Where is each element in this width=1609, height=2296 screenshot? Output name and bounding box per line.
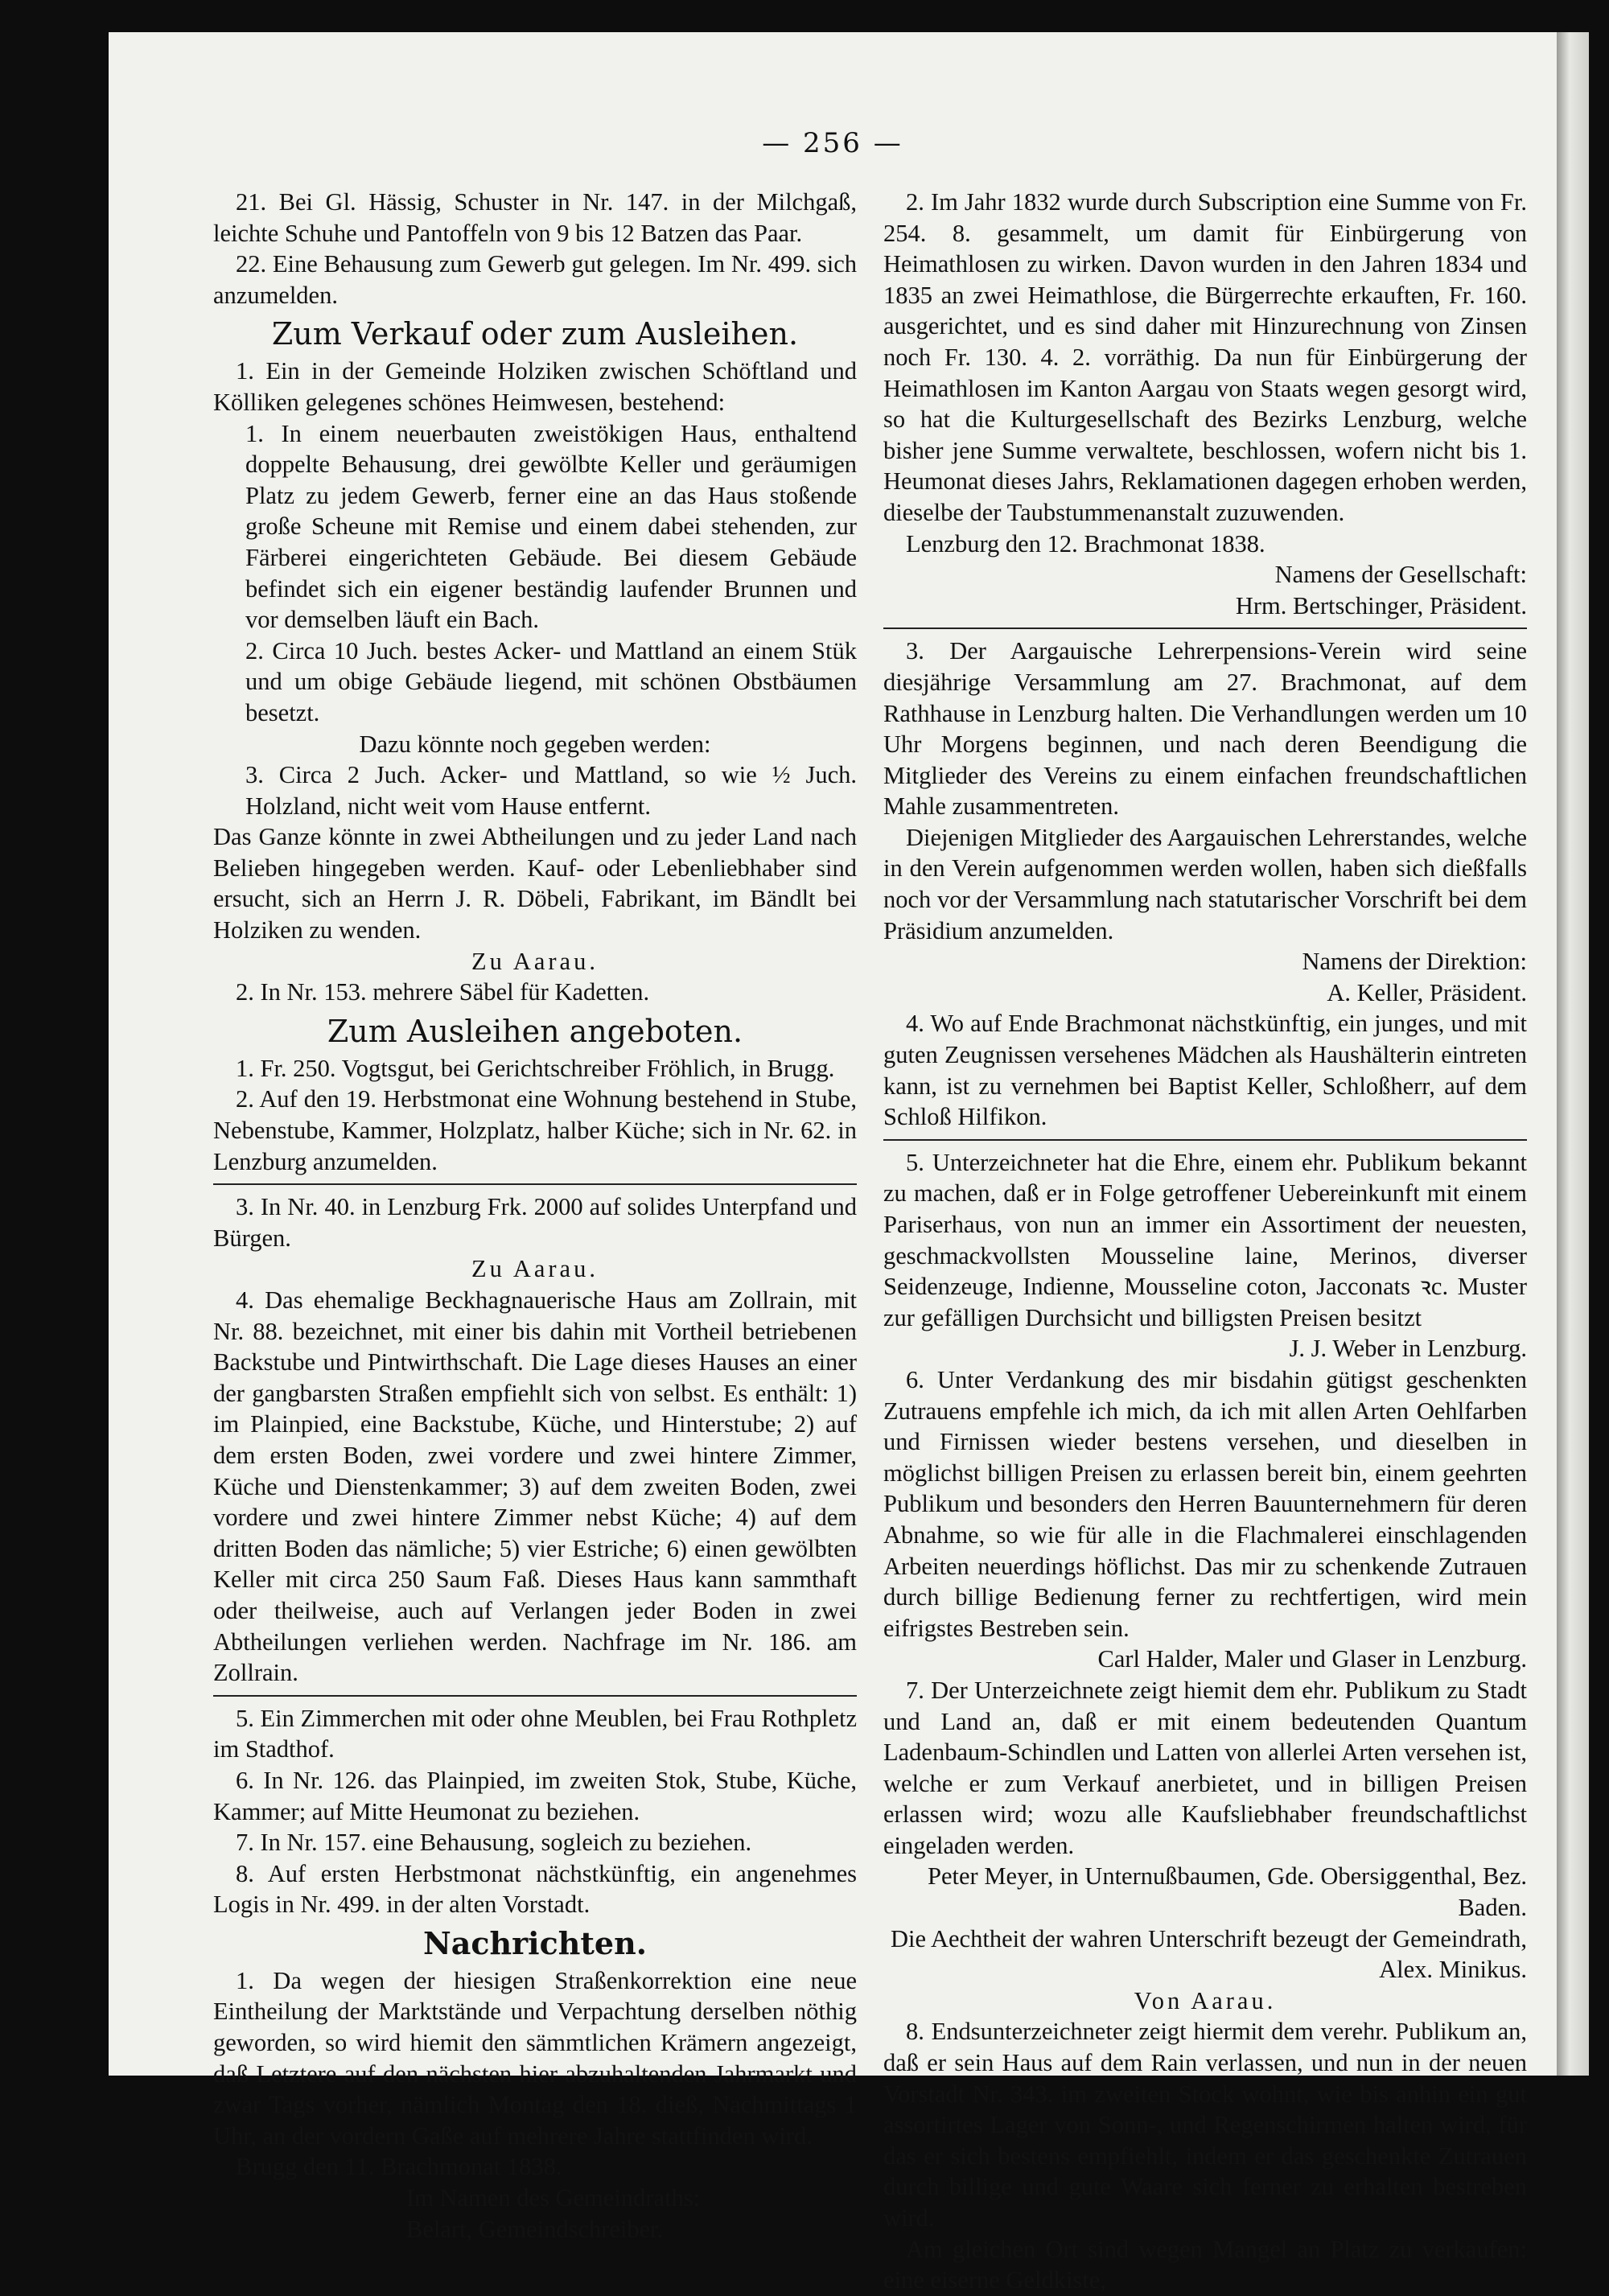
nachricht-8b: Am gleichen Ort sind wegen Mangel an Platz zu verkaufen: eine eiserne Geldkiste, (883, 2235, 1527, 2294)
nachricht-3: 3. Der Aargauische Lehrerpensions-Verein wird seine diesjährige Versammlung am 27. Brachmonat, auf dem Rathhause in Lenzburg halten. Die Verhandlungen werden um 10 Uhr Morgens beginnen, und nach deren Beendigung die Mitglieder des Vereins zu einem einfachen freundschaftlichen Mahle zusammentreten. (883, 637, 1527, 821)
nachricht-4: 4. Wo auf Ende Brachmonat nächstkünftig, ein junges, und mit guten Zeugnissen versehenes Mädchen als Haushälterin eintreten kann, ist zu vernehmen bei Baptist Keller, Schloßherr, auf dem Schloß Hilfikon. (883, 1010, 1527, 1131)
verkauf-1c-intro: Dazu könnte noch gegeben werden: (359, 730, 711, 758)
verkauf-1d: Das Ganze könnte in zwei Abtheilungen und zu jeder Land nach Belieben hingegeben werden. Kauf- oder Lebenliebhaber sind ersucht, sich an Herrn J. R. Döbeli, Fabrikant, im Bändlt bei Holziken zu wenden. (213, 823, 857, 944)
verkauf-1: 1. Ein in der Gemeinde Holziken zwischen Schöftland und Kölliken gelegenes schönes Heimwesen, bestehend: (213, 357, 857, 416)
nachricht-3b: Diejenigen Mitglieder des Aargauischen Lehrerstandes, welche in den Verein aufgenommen werden wollen, haben sich dießfalls noch vor der Versammlung nach statutarischer Vorschrift bei dem Präsidium anzumelden. (883, 823, 1527, 944)
nachricht-1-signature-2: Belart, Gemeindschreiber. (406, 2215, 664, 2243)
verkauf-1b: 2. Circa 10 Juch. bestes Acker- und Mattland an einem Stük und um obige Gebäude liegend, mit schönen Obstbäumen besetzt. (245, 636, 857, 726)
heading-verkauf: Zum Verkauf oder zum Ausleihen. (271, 316, 799, 352)
divider (213, 1183, 857, 1185)
verkauf-2: 2. In Nr. 153. mehrere Säbel für Kadetten. (236, 978, 650, 1006)
nachricht-7-signature: Peter Meyer, in Unternußbaumen, Gde. Obersiggenthal, Bez. Baden. (928, 1862, 1527, 1922)
divider (883, 627, 1527, 629)
nachricht-6: 6. Unter Verdankung des mir bisdahin gütigst geschenkten Zutrauens empfehle ich mich, da ich mit allen Arten Oehlfarben und Firnissen wieder bestens versehen, und dieselben in möglichst billigen Preisen zu erlassen bereit bin, einem geehrten Publikum und besonders den Herren Bauunternehmern für deren Abnahme, so wie für alle in die Flachmalerei einschlagenden Arbeiten neuerdings höflichst. Das mir zu schenkende Zutrauen durch billige Bedienung ferner zu rechtfertigen, wird mein eifrigstes Bestreben sein. (883, 1365, 1527, 1642)
nachricht-2-signature-1: Namens der Gesellschaft: (1274, 561, 1527, 589)
ausleihen-8: 8. Auf ersten Herbstmonat nächstkünftig, ein angenehmes Logis in Nr. 499. in der alten Vorstadt. (213, 1859, 857, 1919)
notice-21: 21. Bei Gl. Hässig, Schuster in Nr. 147. in der Milchgaß, leichte Schuhe und Pantoffeln von 9 bis 12 Batzen das Paar. (213, 188, 857, 247)
nachricht-2: 2. Im Jahr 1832 wurde durch Subscription eine Summe von Fr. 254. 8. gesammelt, um damit für Einbürgerung von Heimathlosen zu wirken. Davon wurden in den Jahren 1834 und 1835 an zwei Heimathlose, die Bürgerrechte erkauften, Fr. 160. ausgerichtet, und es sind daher mit Hinzurechnung von Zinsen noch Fr. 130. 4. 2. vorräthig. Da nun für Einbürgerung der Heimathlosen im Kanton Aargau von Staats wegen gesorgt wird, so hat die Kulturgesellschaft des Bezirks Lenzburg, welche bisher jene Summe verwaltete, beschlossen, wofern nicht bis 1. Heumonat dieses Jahrs, Reklamationen dagegen erhoben werden, dieselbe der Taubstummenanstalt zuzuwenden. (883, 188, 1527, 526)
nachricht-5-signature: J. J. Weber in Lenzburg. (1289, 1335, 1527, 1363)
nachricht-2-signature-2: Hrm. Bertschinger, Präsident. (1235, 591, 1527, 619)
nachricht-7: 7. Der Unterzeichnete zeigt hiemit dem ehr. Publikum zu Stadt und Land an, daß er mit einem bedeutenden Quantum Ladenbaum-Schindlen und Latten von allerlei Arten versehen ist, welche er zum Verkauf anerbietet, und in billigen Preisen erlassen wird; wozu alle Kaufsliebhaber freundschaftlichst eingeladen werden. (883, 1676, 1527, 1859)
ausleihen-1: 1. Fr. 250. Vogtsgut, bei Gerichtschreiber Fröhlich, in Brugg. (236, 1054, 835, 1082)
page-number: — 256 — (762, 127, 903, 159)
ausleihen-3: 3. In Nr. 40. in Lenzburg Frk. 2000 auf solides Unterpfand und Bürgen. (213, 1193, 857, 1252)
nachricht-3-signature-2: A. Keller, Präsident. (1327, 978, 1527, 1006)
ausleihen-6: 6. In Nr. 126. das Plainpied, im zweiten Stok, Stube, Küche, Kammer; auf Mitte Heumonat zu beziehen. (213, 1766, 857, 1825)
notice-22: 22. Eine Behausung zum Gewerb gut gelegen. Im Nr. 499. sich anzumelden. (213, 250, 857, 309)
verkauf-1c: 3. Circa 2 Juch. Acker- und Mattland, so wie ½ Juch. Holzland, nicht weit vom Hause entfernt. (245, 761, 857, 820)
nachricht-1-signature-1: Im Namen des Gemeindraths: (406, 2184, 701, 2212)
ausleihen-7: 7. In Nr. 157. eine Behausung, sogleich zu beziehen. (236, 1829, 752, 1857)
nachricht-8: 8. Endsunterzeichneter zeigt hiermit dem verehr. Publikum an, daß er sein Haus auf dem Rain verlassen, und nun in der neuen Vorstadt Nr. 343. im zweiten Stock wohnt, wie bis anhin ein gut assortirtes Lager von Sonn-, und Regenschirmen halten wird, für das er sich bestens empfiehlt, indem er das geschenkte Zutrauen durch billige und gute Waare sich ferner zu erhalten bestreben wird. (883, 2018, 1527, 2232)
von-aarau: Von Aarau. (1134, 1986, 1277, 2014)
nachricht-1-date: Brugg den 11. Brachmonat 1838. (236, 2153, 562, 2181)
heading-ausleihen: Zum Ausleihen angeboten. (327, 1013, 743, 1049)
ausleihen-2: 2. Auf den 19. Herbstmonat eine Wohnung bestehend in Stube, Nebenstube, Kammer, Holzplatz, halber Küche; sich in Nr. 62. in Lenzburg anzumelden. (213, 1085, 857, 1175)
verkauf-1a: 1. In einem neuerbauten zweistökigen Haus, enthaltend doppelte Behausung, drei gewölbte Keller und geräumigen Platz zu jedem Gewerb, ferner eine an das Haus stoßende große Scheune mit Remise und einem dabei stehenden, zur Färberei eingerichteten Gebäude. Bei diesem Gebäude befindet sich ein eigener beständig laufender Brunnen und vor demselben läuft ein Bach. (245, 419, 857, 634)
nachricht-1: 1. Da wegen der hiesigen Straßenkorrektion eine neue Eintheilung der Marktstände und Verpachtung derselben nöthig geworden, so wird hiemit den sämmtlichen Krämern angezeigt, daß Letztere auf den nächsten hier abzuhaltenden Jahrmarkt und zwar Tags vorher, nämlich Montag den 18. dieß, Nachmittags 1 Uhr, an der vordern Gaße auf mehrere Jahre stattfinden wird. (213, 1966, 857, 2150)
nachricht-6-signature: Carl Halder, Maler und Glaser in Lenzburg. (1097, 1645, 1527, 1673)
heading-nachrichten: Nachrichten. (423, 1924, 647, 1961)
right-column (883, 187, 1527, 2296)
zu-aarau-2: Zu Aarau. (471, 1255, 599, 1283)
page-edge (1557, 32, 1589, 2076)
nachricht-2-date: Lenzburg den 12. Brachmonat 1838. (906, 529, 1265, 558)
zu-aarau-1: Zu Aarau. (471, 947, 599, 975)
nachricht-3-signature-1: Namens der Direktion: (1302, 948, 1527, 976)
divider (213, 1695, 857, 1697)
nachricht-5: 5. Unterzeichneter hat die Ehre, einem ehr. Publikum bekannt zu machen, daß er in Folge getroffener Uebereinkunft mit einem Pariserhaus, von nun an immer ein Assortiment der neuesten, geschmackvollsten Mousseline laine, Merinos, diverser Seidenzeuge, Indienne, Mousseline coton, Jacconats ꝛc. Muster zur gefälligen Durchsicht und billigsten Preisen besitzt (883, 1148, 1527, 1331)
nachricht-7-certification: Die Aechtheit der wahren Unterschrift bezeugt der Gemeindrath, Alex. Minikus. (891, 1924, 1527, 1984)
left-column (213, 187, 857, 2245)
ausleihen-5: 5. Ein Zimmerchen mit oder ohne Meublen, bei Frau Rothpletz im Stadthof. (213, 1704, 857, 1763)
ausleihen-4: 4. Das ehemalige Beckhagnauerische Haus am Zollrain, mit Nr. 88. bezeichnet, mit einer bis dahin mit Vortheil betriebenen Backstube und Pintwirthschaft. Die Lage dieses Hauses an einer der gangbarsten Straßen empfiehlt sich von selbst. Es enthält: 1) im Plainpied, eine Backstube, Küche, und Hinterstube; 2) auf dem ersten Boden, zwei vordere und zwei hintere Zimmer, Küche und Dienstenkammer; 3) auf dem zweiten Boden, zwei vordere und zwei hintere Zimmer nebst Küche; 4) auf dem dritten Boden das nämliche; 5) vier Estriche; 6) einen gewölbten Keller mit circa 250 Saum Faß. Dieses Haus kann sammthaft oder theilweise, auch auf Verlangen jeder Boden in zwei Abtheilungen verliehen werden. Nachfrage im Nr. 186. am Zollrain. (213, 1286, 857, 1687)
divider (883, 1139, 1527, 1141)
